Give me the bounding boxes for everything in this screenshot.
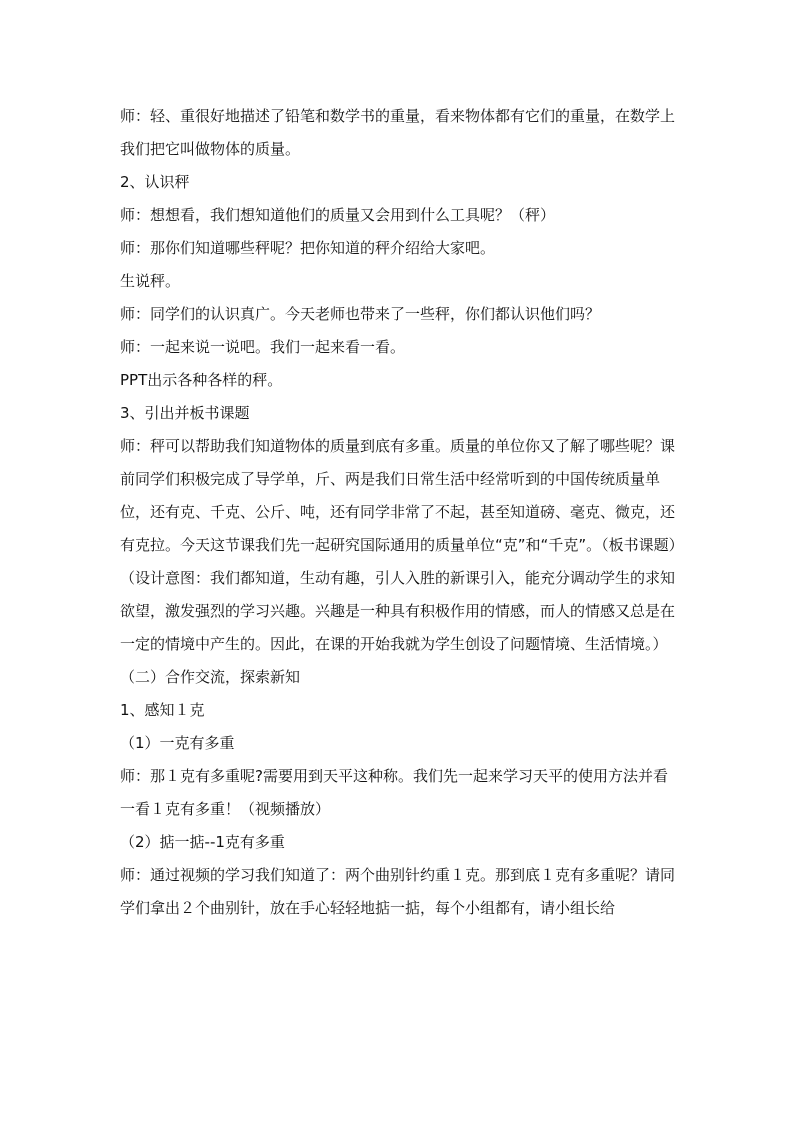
paragraph: 师：一起来说一说吧。我们一起来看一看。 — [120, 338, 406, 356]
section-heading: 3、引出并板书课题 — [120, 404, 250, 422]
paragraph: 师：那你们知道哪些秤呢？把你知道的秤介绍给大家吧。 — [120, 239, 496, 257]
section-heading: 1、感知１克 — [120, 701, 205, 719]
paragraph: PPT出示各种各样的秤。 — [120, 371, 283, 389]
paragraph: 师：想想看，我们想知道他们的质量又会用到什么工具呢？（秤） — [120, 206, 556, 224]
paragraph: 师：通过视频的学习我们知道了：两个曲别针约重１克。那到底１克有多重呢？请同学们拿出２个曲别针，放在手心轻轻地掂一掂，每个小组都有，请小组长给 — [120, 866, 676, 917]
paragraph: 师：轻、重很好地描述了铅笔和数学书的重量，看来物体都有它们的重量，在数学上我们把它叫做物体的质量。 — [120, 107, 676, 158]
paragraph: 师：秤可以帮助我们知道物体的质量到底有多重。质量的单位你又了解了哪些呢？课前同学们积极完成了导学单，斤、两是我们日常生活中经常听到的中国传统质量单位，还有克、千克、公斤、吨，还有同学非常了不起，甚至知道磅、毫克、微克，还有克拉。今天这节课我们先一起研究国际通用的质量单位“克”和“千克”。（板书课题） — [120, 437, 684, 554]
paragraph: 师：那１克有多重呢?需要用到天平这种称。我们先一起来学习天平的使用方法并看一看１克有多重！（视频播放） — [120, 767, 668, 818]
paragraph: 生说秤。 — [120, 272, 181, 290]
section-heading: （二）合作交流，探索新知 — [120, 668, 301, 686]
section-heading: 2、认识秤 — [120, 173, 190, 191]
paragraph: 师：同学们的认识真广。今天老师也带来了一些秤，你们都认识他们吗？ — [120, 305, 601, 323]
design-intent-note: （设计意图：我们都知道，生动有趣，引人入胜的新课引入，能充分调动学生的求知欲望，激发强烈的学习兴趣。兴趣是一种具有积极作用的情感，而人的情感又总是在一定的情境中产生的。因此，在课的开始我就为学生创设了问题情境、生活情境。） — [120, 569, 676, 653]
document-body — [120, 100, 684, 925]
subsection-heading: （2）掂一掂--1克有多重 — [120, 833, 285, 851]
subsection-heading: （1）一克有多重 — [120, 734, 235, 752]
